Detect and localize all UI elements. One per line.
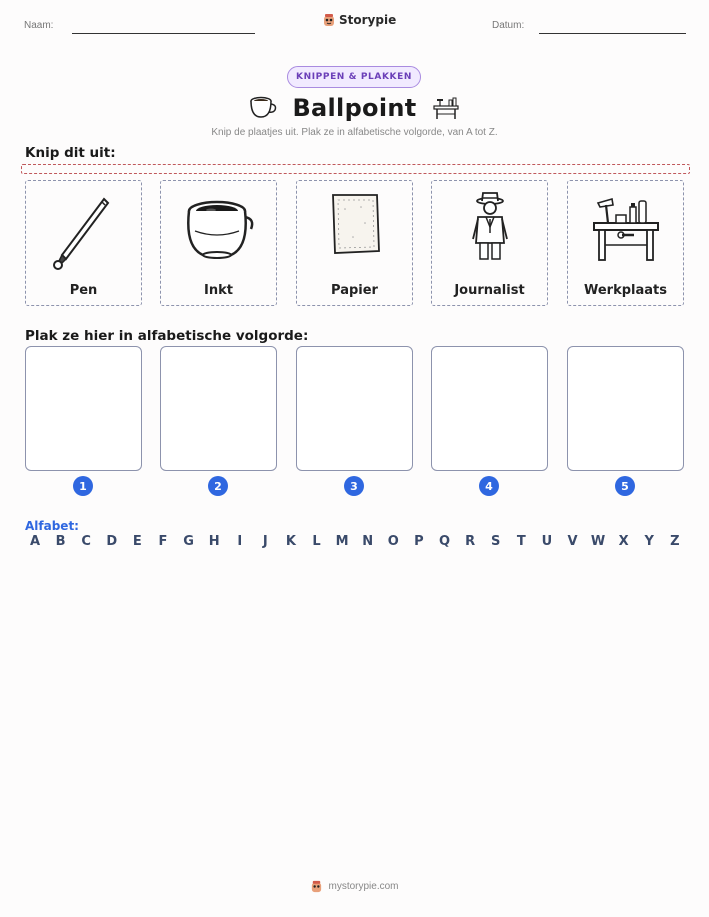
alphabet-letter: U bbox=[541, 534, 553, 549]
title-row bbox=[0, 92, 709, 124]
cut-card-inkt[interactable] bbox=[160, 180, 277, 306]
alphabet-label: Alfabet: bbox=[25, 519, 79, 533]
cut-line bbox=[21, 164, 690, 174]
alphabet-letter: Y bbox=[644, 534, 654, 549]
alphabet-letter: Q bbox=[438, 534, 451, 549]
alphabet-letter: M bbox=[335, 534, 349, 549]
paste-section-label: Plak ze hier in alfabetische volgorde: bbox=[25, 328, 309, 344]
ink-pot-icon bbox=[179, 189, 259, 279]
alphabet-letter: B bbox=[55, 534, 66, 549]
workbench-small-icon bbox=[431, 95, 461, 121]
cut-card-label: Journalist bbox=[454, 283, 525, 298]
alphabet-letter: K bbox=[285, 534, 296, 549]
brand bbox=[322, 13, 396, 27]
alphabet-letter: D bbox=[106, 534, 118, 549]
journalist-icon bbox=[450, 189, 530, 279]
alphabet-letter: E bbox=[132, 534, 142, 549]
storypie-logo-icon bbox=[322, 13, 336, 27]
storypie-logo-icon bbox=[310, 880, 323, 893]
brand-name: Storypie bbox=[339, 13, 397, 27]
slot-number-3: 3 bbox=[344, 476, 364, 496]
name-line bbox=[72, 33, 255, 34]
cut-card-label: Pen bbox=[69, 283, 98, 298]
alphabet-letter: T bbox=[516, 534, 526, 549]
alphabet-letter: V bbox=[567, 534, 578, 549]
alphabet-letter: H bbox=[208, 534, 220, 549]
worksheet-header bbox=[0, 0, 709, 40]
slot-number-4: 4 bbox=[479, 476, 499, 496]
date-label: Datum: bbox=[492, 20, 525, 31]
alphabet-letter: P bbox=[414, 534, 424, 549]
alphabet-letter: W bbox=[590, 534, 606, 549]
paste-box-5[interactable] bbox=[567, 346, 684, 471]
cut-card-label: Inkt bbox=[204, 283, 233, 298]
cut-card-label: Papier bbox=[331, 283, 378, 298]
paste-box-2[interactable] bbox=[160, 346, 277, 471]
name-label: Naam: bbox=[24, 20, 54, 31]
cut-card-pen[interactable] bbox=[25, 180, 142, 306]
alphabet-row bbox=[25, 534, 685, 549]
alphabet-letter: A bbox=[29, 534, 41, 549]
page-title: Ballpoint bbox=[292, 94, 417, 122]
alphabet-letter: C bbox=[81, 534, 91, 549]
alphabet-letter: G bbox=[183, 534, 194, 549]
paste-box-4[interactable] bbox=[431, 346, 548, 471]
alphabet-letter: S bbox=[491, 534, 501, 549]
cut-card-werkplaats[interactable] bbox=[567, 180, 684, 306]
paste-box-3[interactable] bbox=[296, 346, 413, 471]
alphabet-letter: O bbox=[387, 534, 399, 549]
slot-number-2: 2 bbox=[208, 476, 228, 496]
workbench-icon bbox=[586, 189, 666, 279]
cut-section-label: Knip dit uit: bbox=[25, 145, 116, 161]
alphabet-letter: R bbox=[465, 534, 476, 549]
footer bbox=[0, 880, 709, 893]
alphabet-letter: I bbox=[237, 534, 243, 549]
alphabet-letter: F bbox=[158, 534, 168, 549]
cut-card-journalist[interactable] bbox=[431, 180, 548, 306]
footer-url[interactable]: mystorypie.com bbox=[328, 881, 399, 892]
alphabet-letter: L bbox=[312, 534, 321, 549]
alphabet-letter: X bbox=[618, 534, 629, 549]
alphabet-letter: N bbox=[362, 534, 374, 549]
cut-card-label: Werkplaats bbox=[583, 283, 667, 298]
paper-icon bbox=[315, 189, 395, 279]
alphabet-letter: J bbox=[262, 534, 268, 549]
alphabet-letter: Z bbox=[670, 534, 680, 549]
coffee-cup-icon bbox=[248, 95, 278, 121]
pen-icon bbox=[44, 189, 124, 279]
paste-box-1[interactable] bbox=[25, 346, 142, 471]
activity-badge: KNIPPEN & PLAKKEN bbox=[287, 66, 421, 88]
slot-number-5: 5 bbox=[615, 476, 635, 496]
slot-number-1: 1 bbox=[73, 476, 93, 496]
date-line bbox=[539, 33, 686, 34]
instructions: Knip de plaatjes uit. Plak ze in alfabetische volgorde, van A tot Z. bbox=[211, 127, 498, 138]
cut-card-papier[interactable] bbox=[296, 180, 413, 306]
